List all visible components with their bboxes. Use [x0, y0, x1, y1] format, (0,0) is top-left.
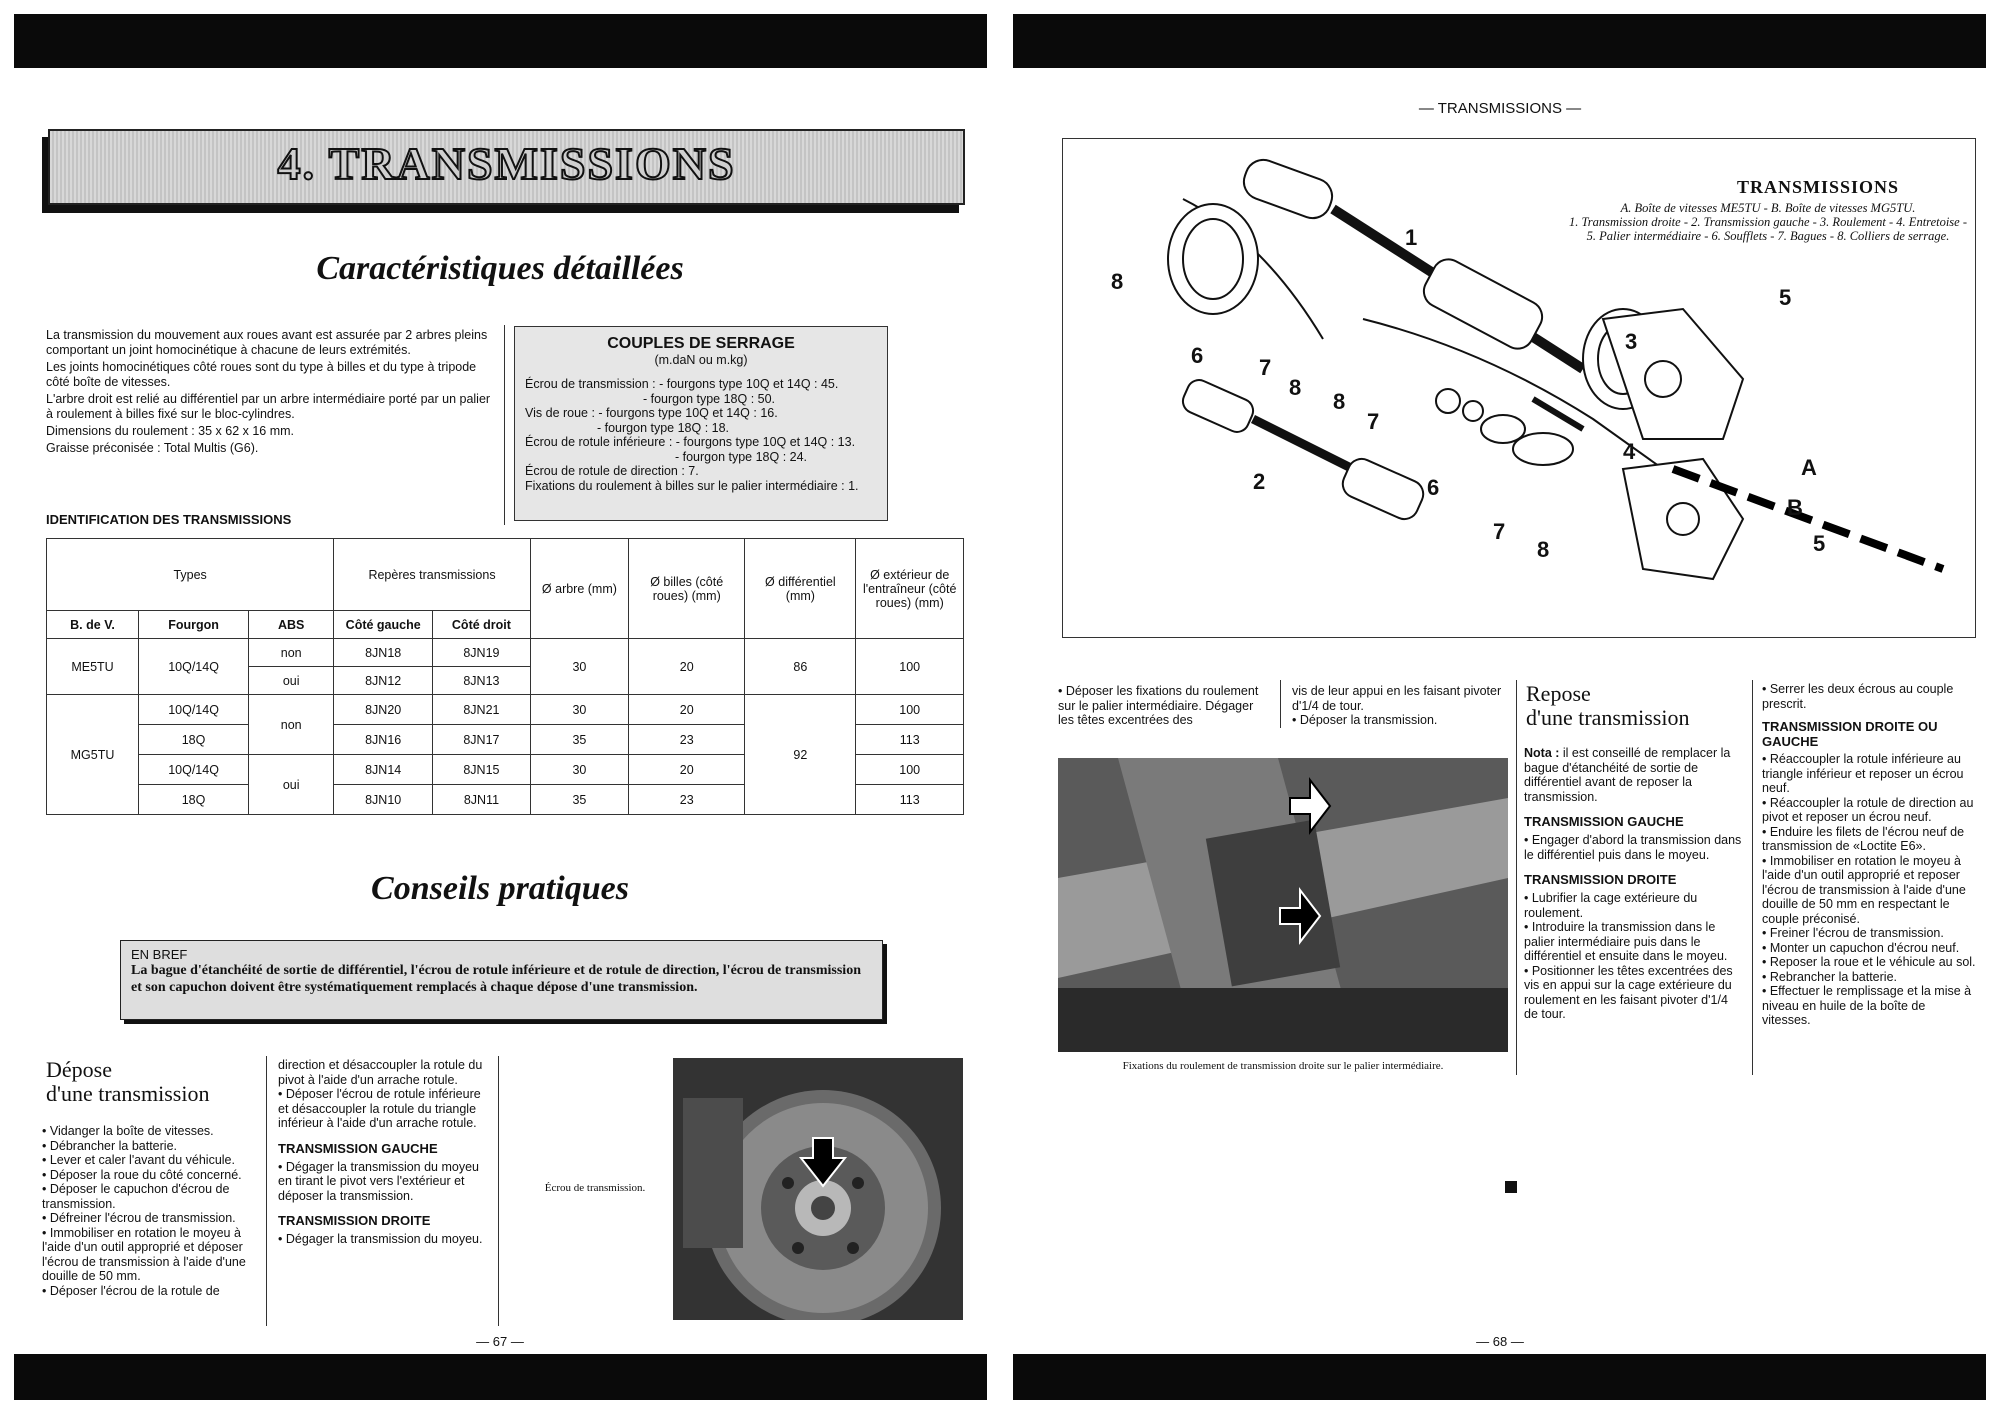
cell-abs: oui — [249, 755, 334, 815]
cell-fourgon: 18Q — [139, 725, 249, 755]
bearing-photo-illustration — [1058, 758, 1508, 1052]
heading-gauche: TRANSMISSION GAUCHE — [1524, 814, 1684, 829]
photo-caption: Écrou de transmission. — [544, 1182, 646, 1194]
cell-ext: 100 — [856, 639, 964, 695]
step: • Réaccoupler la rotule de direction au pivot et reposer un écrou neuf. — [1762, 795, 1974, 824]
th-arbre: Ø arbre (mm) — [530, 539, 628, 639]
right-col1-text — [1058, 684, 1270, 728]
cell-droit: 8JN11 — [433, 785, 531, 815]
intro-p4: Dimensions du roulement : 35 x 62 x 16 mm. — [46, 424, 295, 438]
depose-steps — [42, 1124, 262, 1298]
step: direction et désaccoupler la rotule du pivot à l'aide d'un arrache rotule. — [278, 1058, 483, 1087]
intro-text — [46, 328, 492, 458]
repose-title-line1: Repose — [1526, 681, 1591, 706]
brake-disc-photo — [673, 1058, 963, 1320]
column-divider — [504, 325, 505, 525]
callout-label: 3 — [1625, 329, 1638, 354]
step: • Déposer les fixations du roulement sur le palier intermédiaire. Dégager les têtes excentrées des — [1058, 684, 1259, 727]
step: • Engager d'abord la transmission dans le différentiel puis dans le moyeu. — [1524, 833, 1742, 862]
repose-col — [1524, 746, 1742, 1022]
column-divider — [1280, 680, 1281, 728]
step: • Réaccoupler la rotule inférieure au triangle inférieur et reposer un écrou neuf. — [1762, 752, 1964, 795]
column-divider — [498, 1056, 499, 1326]
cell-arbre: 30 — [530, 695, 628, 725]
running-head: — TRANSMISSIONS — — [1418, 100, 1582, 117]
step: • Immobiliser en rotation le moyeu à l'aide d'un outil approprié et déposer l'écrou de transmission à l'aide d'une douille de 50 mm. — [42, 1225, 246, 1283]
cell-gauche: 8JN18 — [334, 639, 433, 667]
cell-ext: 100 — [856, 755, 964, 785]
torque-box — [514, 326, 888, 521]
th-bdev: B. de V. — [47, 611, 139, 639]
th-reperes: Repères transmissions — [334, 539, 531, 611]
intro-p1: La transmission du mouvement aux roues avant est assurée par 2 arbres pleins comportant un joint homocinétique à chacune de leurs extrémités. — [46, 328, 488, 357]
th-fourgon: Fourgon — [139, 611, 249, 639]
top-bar-right — [1013, 14, 1986, 68]
transmission-diagram — [1062, 138, 1976, 638]
callout-label: 5 — [1779, 285, 1792, 310]
cell-abs: oui — [249, 667, 334, 695]
cell-fourgon: 18Q — [139, 785, 249, 815]
page-number-right: — 68 — — [1476, 1334, 1524, 1349]
torque-line: - fourgon type 18Q : 24. — [675, 449, 808, 464]
heading-droite-gauche: TRANSMISSION DROITE OU GAUCHE — [1762, 719, 1938, 749]
torque-line: - fourgon type 18Q : 50. — [643, 391, 776, 406]
cell-arbre: 30 — [530, 639, 628, 695]
cell-me5tu: ME5TU — [47, 639, 139, 695]
callout-label: 5 — [1813, 531, 1826, 556]
end-square-icon — [1505, 1181, 1517, 1193]
page-number-left: — 67 — — [476, 1334, 524, 1349]
step: • Débrancher la batterie. — [42, 1138, 178, 1153]
step: • Effectuer le remplissage et la mise à niveau en huile de la boîte de vitesses. — [1762, 984, 1972, 1027]
torque-unit: (m.daN ou m.kg) — [654, 353, 748, 367]
callout-label: 2 — [1253, 469, 1266, 494]
figure-title: TRANSMISSIONS — [1736, 177, 1900, 197]
step: • Lever et caler l'avant du véhicule. — [42, 1153, 235, 1167]
depose-col2 — [278, 1058, 490, 1247]
legend-line: 1. Transmission droite - 2. Transmission gauche - 3. Roulement - 4. Entretoise - — [1568, 215, 1968, 229]
cell-droit: 8JN13 — [433, 667, 531, 695]
cell-abs: non — [249, 695, 334, 755]
bearing-photo-caption: Fixations du roulement de transmission droite sur le palier intermédiaire. — [1122, 1060, 1444, 1072]
heading-droite: TRANSMISSION DROITE — [278, 1213, 431, 1228]
cell-billes: 20 — [629, 755, 745, 785]
th-types: Types — [47, 539, 334, 611]
figure-legend — [1563, 201, 1973, 243]
cell-droit: 8JN17 — [433, 725, 531, 755]
column-divider — [1752, 680, 1753, 1075]
callout-label: 7 — [1493, 519, 1506, 544]
cell-abs: non — [249, 639, 334, 667]
torque-line: Fixations du roulement à billes sur le palier intermédiaire : 1. — [525, 478, 859, 493]
depose-title-line2: d'une transmission — [46, 1081, 210, 1106]
callout-label: 8 — [1289, 375, 1302, 400]
cell-droit: 8JN15 — [433, 755, 531, 785]
torque-line: Écrou de transmission : - fourgons type 10Q et 14Q : 45. — [525, 377, 839, 391]
step: • Lubrifier la cage extérieure du roulement. — [1524, 891, 1698, 920]
conseils-title: Conseils pratiques — [371, 870, 629, 907]
step: • Reposer la roue et le véhicule au sol. — [1762, 955, 1976, 969]
identification-table — [46, 538, 964, 815]
step: • Dégager la transmission du moyeu en tirant le pivot vers l'extérieur et déposer la transmission. — [278, 1159, 480, 1203]
cell-billes: 20 — [629, 695, 745, 725]
bottom-bar-right — [1013, 1354, 1986, 1400]
cell-billes: 23 — [629, 785, 745, 815]
torque-line: - fourgon type 18Q : 18. — [597, 420, 730, 435]
cell-arbre: 30 — [530, 755, 628, 785]
legend-line: A. Boîte de vitesses ME5TU - B. Boîte de vitesses MG5TU. — [1620, 201, 1916, 215]
step: • Dégager la transmission du moyeu. — [278, 1232, 483, 1246]
cell-diff: 86 — [745, 639, 856, 695]
legend-line: 5. Palier intermédiaire - 6. Soufflets - 7. Bagues - 8. Colliers de serrage. — [1586, 229, 1950, 243]
heading-gauche: TRANSMISSION GAUCHE — [278, 1140, 438, 1156]
cell-gauche: 8JN14 — [334, 755, 433, 785]
callout-label: 4 — [1623, 439, 1636, 464]
torque-line: Écrou de rotule de direction : 7. — [525, 464, 699, 478]
section-title: Caractéristiques détaillées — [316, 250, 684, 287]
step: vis de leur appui en les faisant pivoter d'1/4 de tour. — [1292, 684, 1502, 713]
callout-label: A — [1801, 455, 1817, 480]
torque-line: Vis de roue : - fourgons type 10Q et 14Q : 16. — [525, 406, 778, 420]
nota — [1524, 746, 1742, 804]
cell-droit: 8JN21 — [433, 695, 531, 725]
brake-disc-illustration — [673, 1058, 963, 1320]
th-diff: Ø différentiel (mm) — [745, 539, 856, 639]
step: • Enduire les filets de l'écrou neuf de transmission de «Loctite E6». — [1762, 824, 1965, 853]
callout-label: 1 — [1405, 225, 1418, 250]
cell-mg5tu: MG5TU — [47, 695, 139, 815]
repose-title — [1526, 682, 1689, 730]
step: • Serrer les deux écrous au couple prescrit. — [1762, 682, 1954, 711]
callout-label: 8 — [1537, 537, 1550, 562]
column-divider — [266, 1056, 267, 1326]
step: • Déposer la transmission. — [1292, 713, 1438, 727]
torque-line: Écrou de rotule inférieure : - fourgons type 10Q et 14Q : 13. — [525, 435, 856, 449]
step: • Monter un capuchon d'écrou neuf. — [1762, 940, 1960, 955]
en-bref-box — [120, 940, 883, 1020]
cell-arbre: 35 — [530, 785, 628, 815]
cell-fourgon: 10Q/14Q — [139, 755, 249, 785]
cell-ext: 113 — [856, 785, 964, 815]
intro-p2: Les joints homocinétiques côté roues sont du type à billes et du type à tripode côté boîte de vitesses. — [46, 360, 477, 389]
step: • Rebrancher la batterie. — [1762, 969, 1898, 984]
nota-label: Nota : — [1524, 746, 1560, 760]
cell-fourgon: 10Q/14Q — [139, 695, 249, 725]
nota-text: il est conseillé de remplacer la bague d'étanchéité de sortie de différentiel avant de reposer la transmission. — [1524, 746, 1731, 804]
callout-label: 6 — [1191, 343, 1204, 368]
cell-gauche: 8JN20 — [334, 695, 433, 725]
cell-ext: 113 — [856, 725, 964, 755]
chapter-title: 4. TRANSMISSIONS — [277, 138, 736, 189]
step: • Freiner l'écrou de transmission. — [1762, 926, 1944, 940]
th-billes: Ø billes (côté roues) (mm) — [629, 539, 745, 639]
cell-arbre: 35 — [530, 725, 628, 755]
cell-billes: 23 — [629, 725, 745, 755]
cell-gauche: 8JN16 — [334, 725, 433, 755]
repose-title-line2: d'une transmission — [1526, 705, 1690, 730]
bottom-bar-left — [14, 1354, 987, 1400]
cell-diff: 92 — [745, 695, 856, 815]
callout-label: 8 — [1111, 269, 1124, 294]
en-bref-text: La bague d'étanchéité de sortie de différentiel, l'écrou de rotule inférieure et de rotule de direction, l'écrou de transmission et son capuchon doivent être systématiquement remplacés à chaque dépose d'une transmission. — [131, 963, 861, 995]
cell-gauche: 8JN10 — [334, 785, 433, 815]
step: • Défreiner l'écrou de transmission. — [42, 1211, 236, 1225]
depose-title-line1: Dépose — [46, 1057, 112, 1082]
callout-label: 7 — [1367, 409, 1380, 434]
step: • Positionner les têtes excentrées des vis en appui sur la cage extérieure du roulement en les faisant pivoter d'1/4 de tour. — [1524, 963, 1733, 1021]
en-bref-label: EN BREF — [131, 947, 188, 962]
heading-droite: TRANSMISSION DROITE — [1524, 872, 1677, 887]
col4 — [1762, 682, 1976, 1028]
step: • Déposer l'écrou de rotule inférieure et désaccoupler la rotule du triangle inférieur à l'aide d'un arrache rotule. — [278, 1087, 481, 1130]
ident-heading: IDENTIFICATION DES TRANSMISSIONS — [46, 512, 292, 527]
cell-gauche: 8JN12 — [334, 667, 433, 695]
callout-label: 7 — [1259, 355, 1272, 380]
chapter-banner — [48, 129, 965, 205]
step: • Déposer l'écrou de la rotule de — [42, 1283, 220, 1298]
bearing-photo — [1058, 758, 1508, 1052]
step: • Déposer le capuchon d'écrou de transmission. — [42, 1182, 230, 1211]
step: • Déposer la roue du côté concerné. — [42, 1167, 242, 1182]
cell-droit: 8JN19 — [433, 639, 531, 667]
step: • Immobiliser en rotation le moyeu à l'aide d'un outil approprié et reposer l'écrou de transmission à l'aide d'une douille de 50 mm en respectant le couple préconisé. — [1762, 853, 1966, 926]
torque-title: COUPLES DE SERRAGE — [607, 335, 795, 352]
callout-label: 8 — [1333, 389, 1346, 414]
callout-label: 6 — [1427, 475, 1440, 500]
cell-billes: 20 — [629, 639, 745, 695]
right-col2-text — [1292, 684, 1502, 728]
th-abs: ABS — [249, 611, 334, 639]
th-droit: Côté droit — [433, 611, 531, 639]
th-gauche: Côté gauche — [334, 611, 433, 639]
top-bar-left — [14, 14, 987, 68]
intro-p5: Graisse préconisée : Total Multis (G6). — [46, 441, 259, 455]
column-divider — [1516, 680, 1517, 1075]
step: • Vidanger la boîte de vitesses. — [42, 1124, 214, 1138]
th-ext: Ø extérieur de l'entraîneur (côté roues) (mm) — [856, 539, 964, 639]
cell-ext: 100 — [856, 695, 964, 725]
callout-label: B — [1787, 495, 1803, 520]
step: • Introduire la transmission dans le palier intermédiaire puis dans le différentiel et ensuite dans le moyeu. — [1524, 920, 1728, 963]
cell-fourgon: 10Q/14Q — [139, 639, 249, 695]
intro-p3: L'arbre droit est relié au différentiel par un arbre intermédiaire porté par un palier à roulement à billes fixé sur le bloc-cylindres. — [46, 392, 491, 421]
depose-title — [46, 1058, 209, 1106]
